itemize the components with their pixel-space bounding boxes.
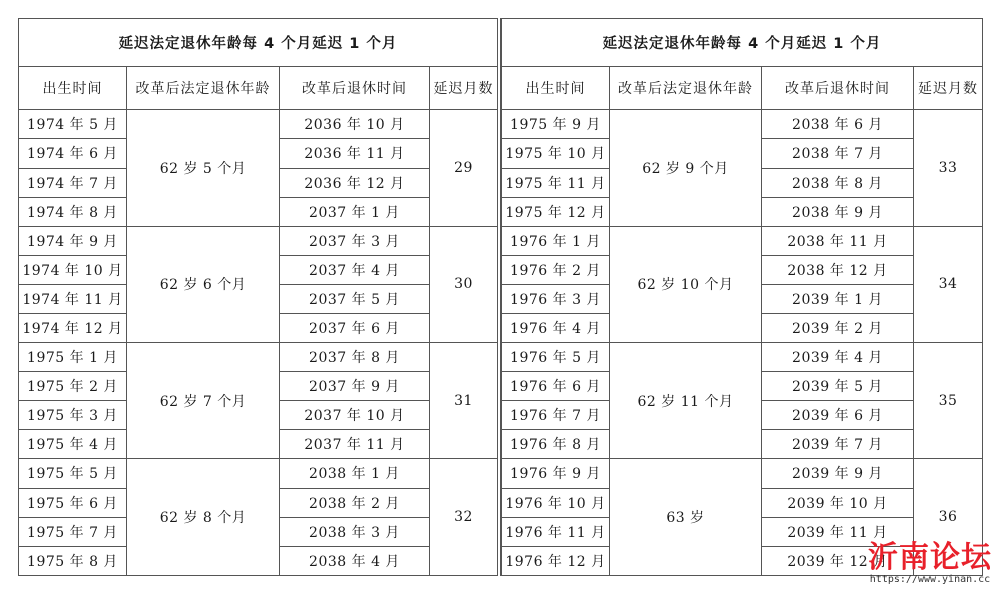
header-retirement-age: 改革后法定退休年龄 <box>610 67 762 110</box>
table-row <box>19 110 498 139</box>
header-retirement-age: 改革后法定退休年龄 <box>127 67 280 110</box>
retirement-age-cell: 62 岁 7 个月 <box>127 343 280 459</box>
retirement-date-cell: 2037 年 9 月 <box>280 372 430 401</box>
delay-months-cell: 30 <box>430 226 498 342</box>
right-table <box>501 18 983 576</box>
retirement-age-cell: 62 岁 6 个月 <box>127 226 280 342</box>
table-title-row <box>502 19 983 67</box>
retirement-date-cell: 2039 年 2 月 <box>762 313 914 342</box>
birth-date-cell: 1975 年 10 月 <box>502 139 610 168</box>
delay-months-cell: 35 <box>914 343 983 459</box>
birth-date-cell: 1975 年 2 月 <box>19 372 127 401</box>
watermark-url: https://www.yinan.cc <box>869 574 991 585</box>
table-title-row <box>19 19 498 67</box>
table-row <box>502 110 983 139</box>
retirement-age-cell: 62 岁 8 个月 <box>127 459 280 576</box>
birth-date-cell: 1976 年 1 月 <box>502 226 610 255</box>
table-row <box>502 343 983 372</box>
table-title: 延迟法定退休年龄每 4 个月延迟 1 个月 <box>19 19 498 67</box>
delay-months-cell: 31 <box>430 343 498 459</box>
table-title: 延迟法定退休年龄每 4 个月延迟 1 个月 <box>502 19 983 67</box>
retirement-delay-tables <box>18 18 982 576</box>
birth-date-cell: 1975 年 4 月 <box>19 430 127 459</box>
birth-date-cell: 1974 年 11 月 <box>19 284 127 313</box>
birth-date-cell: 1975 年 6 月 <box>19 488 127 517</box>
birth-date-cell: 1976 年 12 月 <box>502 546 610 575</box>
retirement-date-cell: 2036 年 11 月 <box>280 139 430 168</box>
birth-date-cell: 1975 年 5 月 <box>19 459 127 488</box>
birth-date-cell: 1976 年 11 月 <box>502 517 610 546</box>
delay-months-cell: 34 <box>914 226 983 342</box>
left-table-panel <box>18 18 497 576</box>
retirement-date-cell: 2039 年 10 月 <box>762 488 914 517</box>
birth-date-cell: 1976 年 8 月 <box>502 430 610 459</box>
retirement-date-cell: 2039 年 9 月 <box>762 459 914 488</box>
retirement-date-cell: 2039 年 6 月 <box>762 401 914 430</box>
retirement-age-cell: 62 岁 5 个月 <box>127 110 280 226</box>
retirement-date-cell: 2038 年 6 月 <box>762 110 914 139</box>
birth-date-cell: 1975 年 12 月 <box>502 197 610 226</box>
birth-date-cell: 1976 年 3 月 <box>502 284 610 313</box>
delay-months-cell: 32 <box>430 459 498 576</box>
birth-date-cell: 1974 年 6 月 <box>19 139 127 168</box>
birth-date-cell: 1976 年 7 月 <box>502 401 610 430</box>
birth-date-cell: 1976 年 9 月 <box>502 459 610 488</box>
retirement-age-cell: 63 岁 <box>610 459 762 576</box>
retirement-age-cell: 62 岁 10 个月 <box>610 226 762 342</box>
birth-date-cell: 1975 年 9 月 <box>502 110 610 139</box>
delay-months-cell: 29 <box>430 110 498 226</box>
retirement-age-cell: 62 岁 11 个月 <box>610 343 762 459</box>
birth-date-cell: 1976 年 2 月 <box>502 255 610 284</box>
retirement-date-cell: 2038 年 9 月 <box>762 197 914 226</box>
birth-date-cell: 1974 年 9 月 <box>19 226 127 255</box>
table-header-row <box>19 67 498 110</box>
retirement-date-cell: 2036 年 12 月 <box>280 168 430 197</box>
watermark-logo: 沂南论坛 <box>868 540 992 575</box>
birth-date-cell: 1974 年 10 月 <box>19 255 127 284</box>
retirement-date-cell: 2037 年 5 月 <box>280 284 430 313</box>
retirement-date-cell: 2039 年 12 月 <box>762 546 914 575</box>
retirement-date-cell: 2037 年 6 月 <box>280 313 430 342</box>
retirement-date-cell: 2039 年 7 月 <box>762 430 914 459</box>
table-row <box>19 459 498 488</box>
header-delay-months: 延迟月数 <box>914 67 983 110</box>
birth-date-cell: 1975 年 11 月 <box>502 168 610 197</box>
site-watermark <box>868 542 992 586</box>
header-birth-date: 出生时间 <box>19 67 127 110</box>
delay-months-cell: 36 <box>914 459 983 576</box>
table-row <box>502 459 983 488</box>
header-retirement-date: 改革后退休时间 <box>762 67 914 110</box>
birth-date-cell: 1975 年 7 月 <box>19 517 127 546</box>
birth-date-cell: 1976 年 6 月 <box>502 372 610 401</box>
retirement-date-cell: 2038 年 3 月 <box>280 517 430 546</box>
birth-date-cell: 1974 年 12 月 <box>19 313 127 342</box>
birth-date-cell: 1974 年 8 月 <box>19 197 127 226</box>
birth-date-cell: 1976 年 10 月 <box>502 488 610 517</box>
retirement-date-cell: 2038 年 8 月 <box>762 168 914 197</box>
table-row <box>19 343 498 372</box>
table-row <box>19 226 498 255</box>
retirement-date-cell: 2038 年 1 月 <box>280 459 430 488</box>
header-birth-date: 出生时间 <box>502 67 610 110</box>
birth-date-cell: 1974 年 7 月 <box>19 168 127 197</box>
retirement-date-cell: 2037 年 3 月 <box>280 226 430 255</box>
left-table <box>18 18 498 576</box>
retirement-date-cell: 2039 年 4 月 <box>762 343 914 372</box>
retirement-age-cell: 62 岁 9 个月 <box>610 110 762 226</box>
retirement-date-cell: 2038 年 2 月 <box>280 488 430 517</box>
retirement-date-cell: 2039 年 5 月 <box>762 372 914 401</box>
table-row <box>502 226 983 255</box>
birth-date-cell: 1976 年 5 月 <box>502 343 610 372</box>
header-retirement-date: 改革后退休时间 <box>280 67 430 110</box>
retirement-date-cell: 2038 年 7 月 <box>762 139 914 168</box>
retirement-date-cell: 2037 年 11 月 <box>280 430 430 459</box>
birth-date-cell: 1976 年 4 月 <box>502 313 610 342</box>
header-delay-months: 延迟月数 <box>430 67 498 110</box>
table-header-row <box>502 67 983 110</box>
retirement-date-cell: 2039 年 11 月 <box>762 517 914 546</box>
retirement-date-cell: 2038 年 4 月 <box>280 546 430 575</box>
birth-date-cell: 1975 年 8 月 <box>19 546 127 575</box>
birth-date-cell: 1975 年 1 月 <box>19 343 127 372</box>
delay-months-cell: 33 <box>914 110 983 226</box>
retirement-date-cell: 2037 年 4 月 <box>280 255 430 284</box>
retirement-date-cell: 2038 年 12 月 <box>762 255 914 284</box>
retirement-date-cell: 2037 年 1 月 <box>280 197 430 226</box>
retirement-date-cell: 2039 年 1 月 <box>762 284 914 313</box>
retirement-date-cell: 2038 年 11 月 <box>762 226 914 255</box>
right-table-panel <box>501 18 982 576</box>
retirement-date-cell: 2036 年 10 月 <box>280 110 430 139</box>
retirement-date-cell: 2037 年 10 月 <box>280 401 430 430</box>
birth-date-cell: 1975 年 3 月 <box>19 401 127 430</box>
retirement-date-cell: 2037 年 8 月 <box>280 343 430 372</box>
birth-date-cell: 1974 年 5 月 <box>19 110 127 139</box>
